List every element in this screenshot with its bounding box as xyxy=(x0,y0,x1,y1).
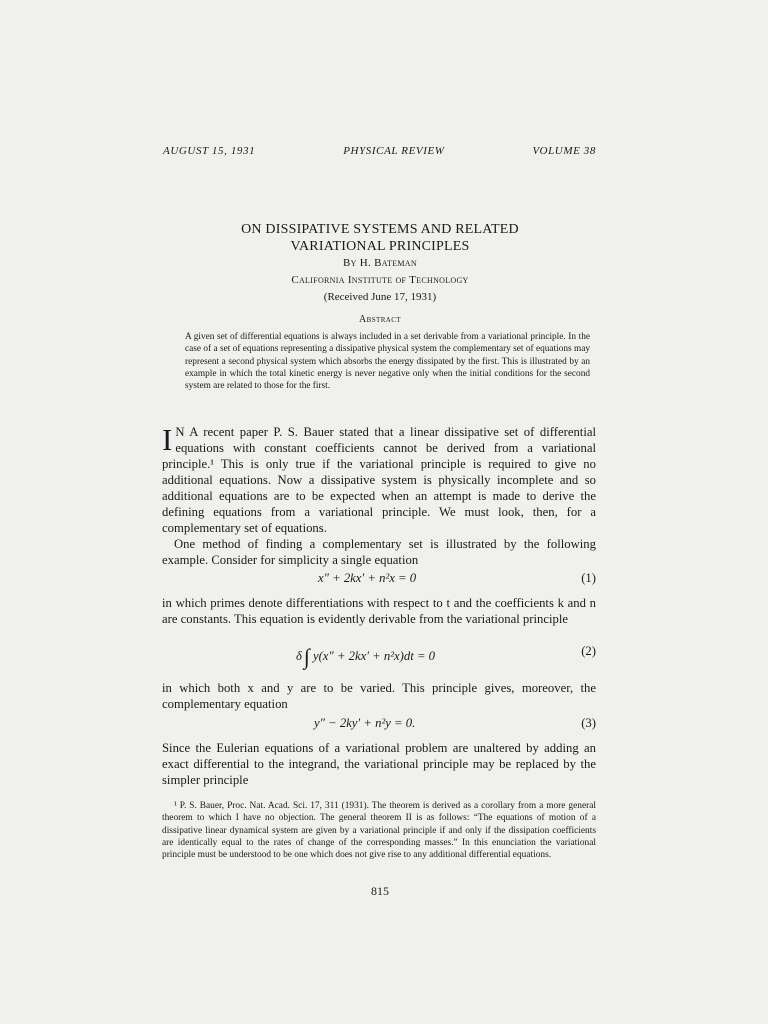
paragraph-method: One method of finding a complementary set is illustrated by the following example. Consider for simplicity a single equation xyxy=(162,537,596,567)
author-affiliation: California Institute of Technology xyxy=(291,274,469,286)
paragraph-intro xyxy=(162,424,596,536)
journal-name: PHYSICAL REVIEW xyxy=(343,145,445,157)
page-number: 815 xyxy=(371,884,389,898)
received-date: (Received June 17, 1931) xyxy=(323,291,437,303)
abstract-text: A given set of differential equations is always included in a set derivable from a variational principle. In the case of a set of equations representing a dissipative physical system the complementary set of equations may represent a second physical system which absorbs the energy dissipated by the first. This is illustrated by an example in which the total kinetic energy is never negative only when the initial conditions for the second system are related to those for the first. xyxy=(185,332,590,392)
paragraph-eulerian: Since the Eulerian equations of a variational problem are unaltered by adding an exact differential to the integrand, the variational principle may be replaced by the simpler principle xyxy=(162,741,596,787)
equation-1-number: (1) xyxy=(581,571,596,585)
drop-cap: I xyxy=(162,422,173,457)
volume-number: VOLUME 38 xyxy=(532,145,596,157)
running-head xyxy=(163,145,596,157)
equation-1-expression: x″ + 2kx′ + n²x = 0 xyxy=(318,571,417,585)
paragraph-intro-text: N A recent paper P. S. Bauer stated that a linear dissipative set of differential equations with constant coefficients cannot be derived from a variational principle.¹ This is only true if the variational principle is required to give no additional equations. Now a dissipative system is physically incomplete and so additional equations are to be expected when an attempt is made to derive the defining equations from a variational principle. We must look, then, for a complementary set of equations. xyxy=(162,425,596,535)
equation-3-expression: y″ − 2ky′ + n²y = 0. xyxy=(314,716,416,730)
delta-symbol: δ xyxy=(296,649,302,663)
equation-3-number: (3) xyxy=(581,716,596,730)
equation-2-number: (2) xyxy=(581,644,596,658)
equation-2-expression xyxy=(296,644,435,670)
paragraph-primes: in which primes denote differentiations with respect to t and the coefficients k and n are constants. This equation is evidently derivable from the variational principle xyxy=(162,596,596,626)
article-title xyxy=(160,221,600,255)
footnote-1: ¹ P. S. Bauer, Proc. Nat. Acad. Sci. 17, 311 (1931). The theorem is derived as a corollary from a more general theorem to which I have no objection. The general theorem II is as follows: “The equations of motion of a dissipative linear dynamical system are given by a variational principle if and only if the dissipation coefficients are identically equal to the rates of change of the corresponding masses.” In this enunciation the variational principle must be understood to be one which does not give rise to any additional differential equations. xyxy=(162,801,596,861)
author-byline: By H. Bateman xyxy=(343,257,417,269)
title-line-2: VARIATIONAL PRINCIPLES xyxy=(290,239,470,254)
abstract-heading: Abstract xyxy=(359,314,401,325)
issue-date: AUGUST 15, 1931 xyxy=(163,145,256,157)
title-line-1: ON DISSIPATIVE SYSTEMS AND RELATED xyxy=(241,222,519,237)
equation-2-integrand: y(x″ + 2kx′ + n²x)dt = 0 xyxy=(312,649,436,663)
paragraph-varied: in which both x and y are to be varied. This principle gives, moreover, the complementary equation xyxy=(162,681,596,711)
integral-symbol: ∫ xyxy=(303,644,310,669)
